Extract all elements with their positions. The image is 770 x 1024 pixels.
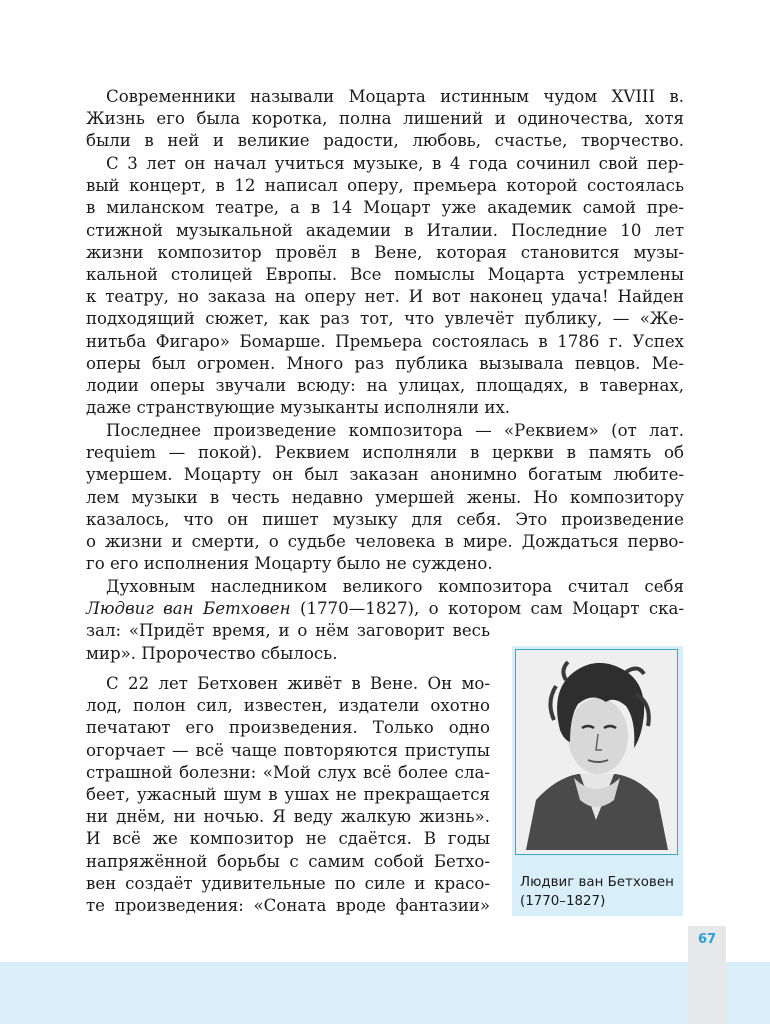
beethoven-figure: [512, 646, 683, 916]
text-line: И всё же композитор не сдаётся. В годы: [86, 829, 490, 849]
paragraph-requiem: [86, 420, 684, 575]
text-line: напряжённой борьбы с самим собой Бетхо-: [86, 851, 490, 871]
text-line: подходящий сюжет, как раз тот, что увлечёт публику, — «Же-: [86, 309, 684, 329]
text-line: Духовным наследником великого композитора считал себя: [106, 577, 684, 596]
text-line: умершем. Моцарту он был заказан анонимно богатым любите-: [86, 465, 684, 485]
text-line: даже странствующие музыканты исполняли их.: [86, 398, 511, 418]
portrait-illustration: [516, 650, 677, 854]
text-line: были в ней и великие радости, любовь, счастье, творчество.: [86, 131, 684, 151]
text-line: к театру, но заказа на оперу нет. И вот наконец удача! Найден: [86, 287, 684, 307]
beethoven-portrait: [515, 649, 678, 855]
text-line: Современники называли Моцарта истинным чудом XVIII в.: [106, 87, 684, 106]
text-line: Последнее произведение композитора — «Реквием» (от лат.: [106, 421, 684, 440]
text-line: лодии оперы звучали всюду: на улицах, площадях, в тавернах,: [86, 375, 684, 395]
text-line: вый концерт, в 12 написал оперу, премьера которой состоялась: [86, 176, 684, 196]
text-line: жизни композитор провёл в Вене, которая становится музы-: [86, 242, 684, 262]
text-line: те произведения: «Соната вроде фантазии»: [86, 895, 490, 915]
caption-dates: (1770–1827): [520, 894, 606, 909]
paragraph-mozart-contemporaries: [86, 86, 684, 153]
text-line: зал: «Придёт время, и о нём заговорит весь: [86, 621, 490, 641]
text-line: С 3 лет он начал учиться музыке, в 4 года сочинил свой пер-: [106, 154, 684, 173]
text-line: Жизнь его была коротка, полна лишений и одиночества, хотя: [86, 109, 684, 129]
text-line: го его исполнения Моцарту было не суждено.: [86, 554, 493, 574]
text-line: о жизни и смерти, о судьбе человека в мире. Дождаться перво-: [86, 531, 684, 551]
paragraph-mozart-career: [86, 153, 684, 419]
text-line: оперы был огромен. Много раз публика вызывала певцов. Ме-: [86, 353, 684, 373]
text-line: казалось, что он пишет музыку для себя. Это произведение: [86, 509, 684, 529]
text-line: [86, 598, 684, 620]
caption-name: Людвиг ван Бетховен: [520, 875, 674, 890]
beethoven-name: Людвиг ван Бетховен: [86, 599, 291, 619]
text-line: кальной столицей Европы. Все помыслы Моцарта устремлены: [86, 264, 684, 284]
text-line-rest: (1770—1827), о котором сам Моцарт ска-: [290, 599, 684, 619]
text-line: стижной музыкальной академии в Италии. Последние 10 лет: [86, 220, 684, 240]
text-line: мир». Пророчество сбылось.: [86, 643, 338, 663]
text-line: лем музыки в честь недавно умершей жены. Но композитору: [86, 487, 684, 507]
footer-band: [0, 962, 770, 1024]
paragraph-beethoven-vienna: [86, 673, 490, 917]
text-line: requiem — покой). Реквием исполняли в церкви в память об: [86, 443, 684, 463]
text-line: страшной болезни: «Мой слух всё более сла-: [86, 762, 490, 782]
text-line: беет, ужасный шум в ушах не прекращается: [86, 784, 490, 804]
text-line: огорчает — всё чаще повторяются приступы: [86, 740, 490, 760]
text-line: в миланском театре, а в 14 Моцарт уже академик самой пре-: [86, 198, 684, 218]
text-line: С 22 лет Бетховен живёт в Вене. Он мо-: [106, 674, 490, 693]
figure-caption: [520, 873, 680, 911]
page-number: 67: [697, 932, 717, 947]
text-line: вен создаёт удивительные по силе и красо-: [86, 873, 490, 893]
text-line: лод, полон сил, известен, издатели охотно: [86, 696, 490, 716]
text-line: ни днём, ни ночью. Я веду жалкую жизнь».: [86, 807, 490, 827]
text-line: печатают его произведения. Только одно: [86, 718, 490, 738]
text-line: нитьба Фигаро» Бомарше. Премьера состоялась в 1786 г. Успех: [86, 331, 684, 351]
